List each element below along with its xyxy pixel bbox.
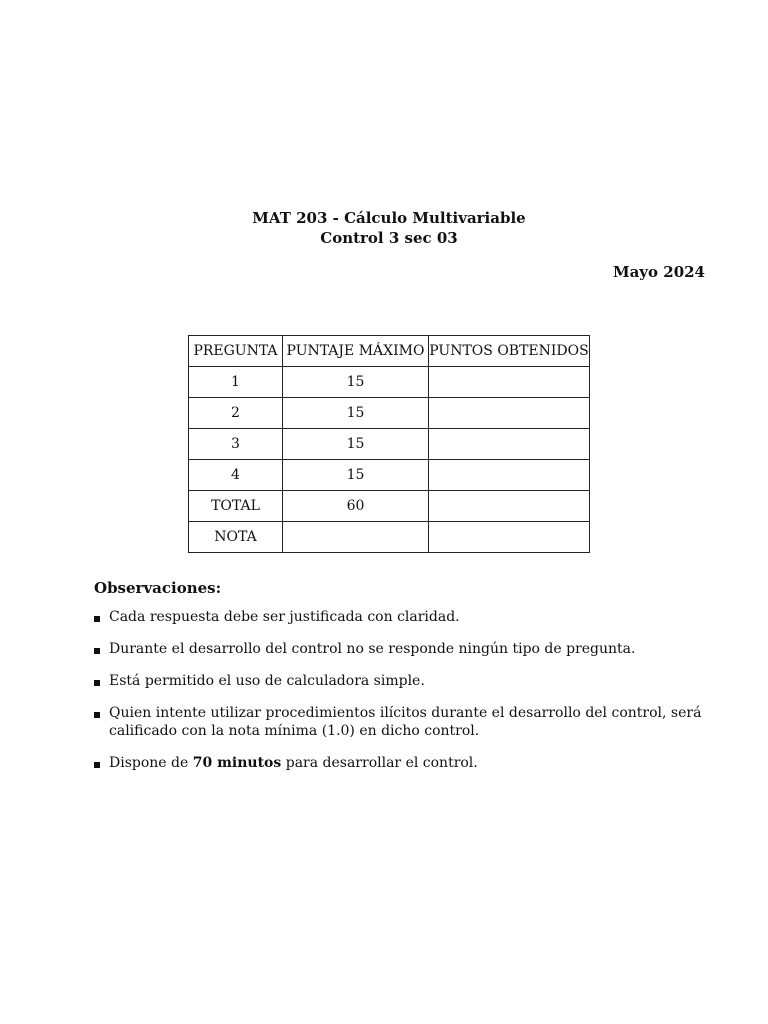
row-max-score: 15	[283, 367, 429, 398]
score-table-header-row	[189, 336, 590, 367]
observation-text-post: para desarrollar el control.	[281, 755, 478, 771]
square-bullet-icon	[94, 616, 100, 622]
list-item	[94, 754, 714, 772]
square-bullet-icon	[94, 762, 100, 768]
row-label: TOTAL	[189, 491, 283, 522]
row-obtained-score	[429, 398, 590, 429]
table-row	[189, 460, 590, 491]
row-label: 4	[189, 460, 283, 491]
header-puntos-obtenidos: PUNTOS OBTENIDOS	[429, 336, 590, 367]
list-item	[94, 608, 714, 626]
row-obtained-score	[429, 460, 590, 491]
row-max-score: 15	[283, 460, 429, 491]
row-label: NOTA	[189, 522, 283, 553]
observation-text: Durante el desarrollo del control no se responde ningún tipo de pregunta.	[109, 641, 636, 657]
row-obtained-score	[429, 491, 590, 522]
row-max-score: 15	[283, 429, 429, 460]
course-title: MAT 203 - Cálculo Multivariable	[252, 209, 526, 227]
list-item	[94, 704, 714, 740]
observation-text-pre: Dispone de	[109, 755, 193, 771]
observation-text: Quien intente utilizar procedimientos ilícitos durante el desarrollo del control, será calificado con la nota mínima (1.0) en dicho control.	[109, 705, 702, 739]
row-label: 2	[189, 398, 283, 429]
document-header	[0, 208, 768, 248]
square-bullet-icon	[94, 648, 100, 654]
exam-date: Mayo 2024	[612, 263, 705, 281]
score-table	[188, 335, 590, 553]
exam-title: Control 3 sec 03	[320, 229, 458, 247]
row-obtained-score	[429, 522, 590, 553]
table-row	[189, 367, 590, 398]
row-max-score: 15	[283, 398, 429, 429]
observation-time-limit: 70 minutos	[192, 755, 282, 771]
row-max-score	[283, 522, 429, 553]
header-puntaje-maximo: PUNTAJE MÁXIMO	[283, 336, 429, 367]
observations-title: Observaciones:	[94, 579, 222, 597]
observation-text: Cada respuesta debe ser justificada con claridad.	[109, 609, 460, 625]
row-max-score: 60	[283, 491, 429, 522]
row-label: 1	[189, 367, 283, 398]
list-item	[94, 640, 714, 658]
observation-text: Está permitido el uso de calculadora simple.	[109, 673, 425, 689]
square-bullet-icon	[94, 712, 100, 718]
table-row-total	[189, 491, 590, 522]
header-pregunta: PREGUNTA	[189, 336, 283, 367]
square-bullet-icon	[94, 680, 100, 686]
list-item	[94, 672, 714, 690]
row-obtained-score	[429, 429, 590, 460]
observations-list	[94, 608, 714, 786]
row-obtained-score	[429, 367, 590, 398]
row-label: 3	[189, 429, 283, 460]
table-row-nota	[189, 522, 590, 553]
table-row	[189, 429, 590, 460]
table-row	[189, 398, 590, 429]
